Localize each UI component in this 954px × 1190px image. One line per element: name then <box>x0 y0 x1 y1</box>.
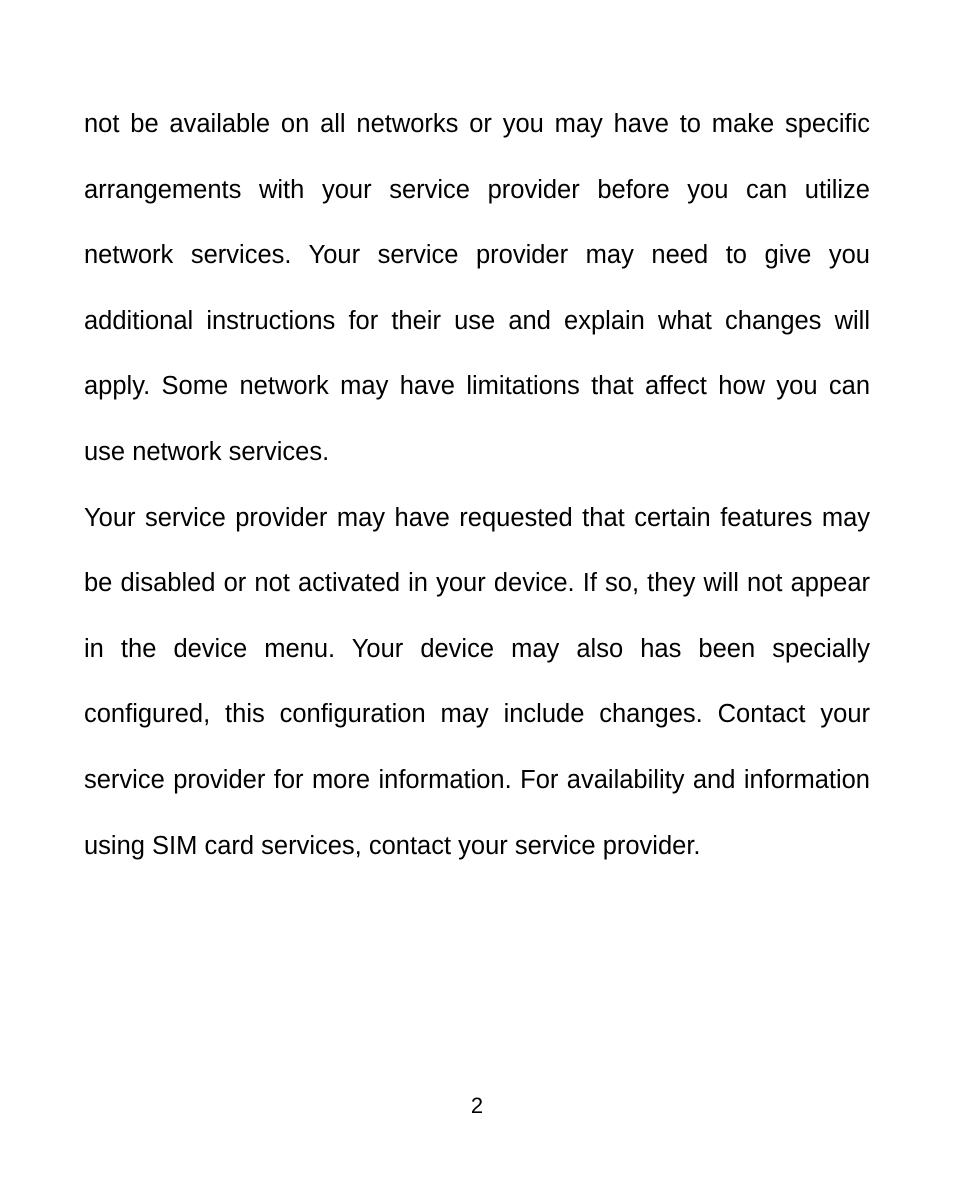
paragraph-network-services: not be available on all networks or you may have to make specific arrangements with your service provider before you can utilize network services. Your service provider may need to give you additional instructions for their use and explain what changes will apply. Some network may have limitations that affect how you can use network services. <box>84 110 870 466</box>
paragraph-service-provider-features: Your service provider may have requested that certain features may be disabled or not activated in your device. If so, they will not appear in the device menu. Your device may also has been specially configured, this configuration may include changes. Contact your service provider for more information. For availability and information using SIM card services, contact your service provider. <box>84 503 870 860</box>
page-number: 2 <box>470 1093 484 1118</box>
body-text <box>84 92 870 879</box>
